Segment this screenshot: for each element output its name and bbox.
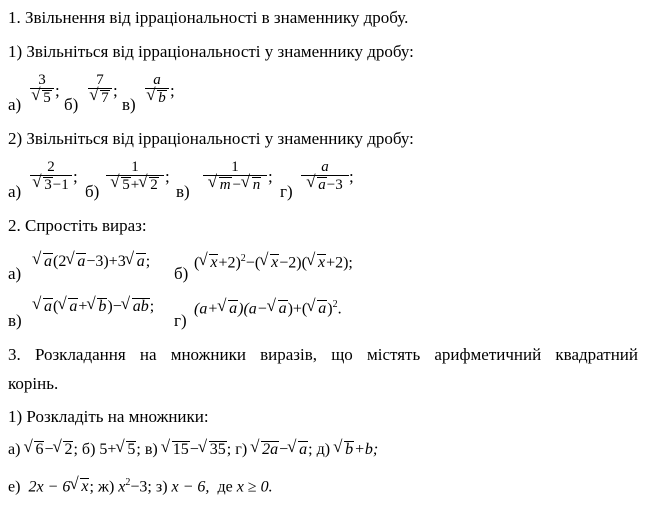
item-label: г)	[280, 182, 293, 201]
item-label: в)	[122, 95, 136, 114]
item-label: а)	[8, 95, 22, 114]
separator: ;	[55, 81, 60, 100]
fraction: 1 √ 5+√ 2	[106, 159, 164, 194]
separator: ;	[268, 167, 273, 186]
fraction: 1 √ m−√ n	[203, 159, 267, 194]
task3-row1: а) √ 6−√ 2; б) 5+√ 5; в) √ 15−√ 35; г) √ 2a−√ a; д) √ b+b;	[8, 441, 378, 459]
section3-title: 3. Розкладання на множники виразів, що містять арифметичний квадратний	[8, 345, 638, 364]
section1-title: 1. Звільнення від ірраціональності в знаменнику дробу.	[8, 8, 409, 27]
fraction: 7 √ 7	[88, 72, 112, 107]
item-label: б)	[174, 264, 189, 283]
task3-row2: е) 2x − 6√ x; ж) $x^2-3$; з) x − 6, де x ≥ 0.	[8, 478, 273, 496]
separator: ;	[113, 81, 118, 100]
expression: (√ x+2)$^2$−(√ x−2)(√ x+2);	[194, 254, 353, 272]
separator: ;	[165, 167, 170, 186]
item-label: б)	[64, 95, 79, 114]
item-label: а)	[8, 182, 22, 201]
separator: ;	[73, 167, 78, 186]
task1-1-heading: 1) Звільніться від ірраціональності у знаменнику дробу:	[8, 42, 414, 61]
section2-title: 2. Спростіть вираз:	[8, 216, 147, 235]
expression: √ a(2√ a−3)+3√ a;	[33, 253, 150, 271]
fraction: 2 √ 3−1	[30, 159, 72, 194]
section3-title-cont: корінь.	[8, 374, 59, 393]
expression: (a+√ a)(a−√ a)+(√ a)$^2$.	[194, 300, 342, 318]
expression: √ a(√ a+√ b)−√ ab;	[33, 298, 154, 316]
item-label: г)	[174, 311, 187, 330]
item-label: в)	[176, 182, 190, 201]
task3-1-heading: 1) Розкладіть на множники:	[8, 407, 209, 426]
separator: ;	[349, 167, 354, 186]
item-label: б)	[85, 182, 100, 201]
fraction: a √ b	[145, 72, 169, 107]
fraction: a √ a−3	[301, 159, 349, 194]
item-label: в)	[8, 311, 22, 330]
task1-2-heading: 2) Звільніться від ірраціональності у знаменнику дробу:	[8, 129, 414, 148]
fraction: 3 √ 5	[30, 72, 54, 107]
item-label: а)	[8, 264, 22, 283]
separator: ;	[170, 81, 175, 100]
